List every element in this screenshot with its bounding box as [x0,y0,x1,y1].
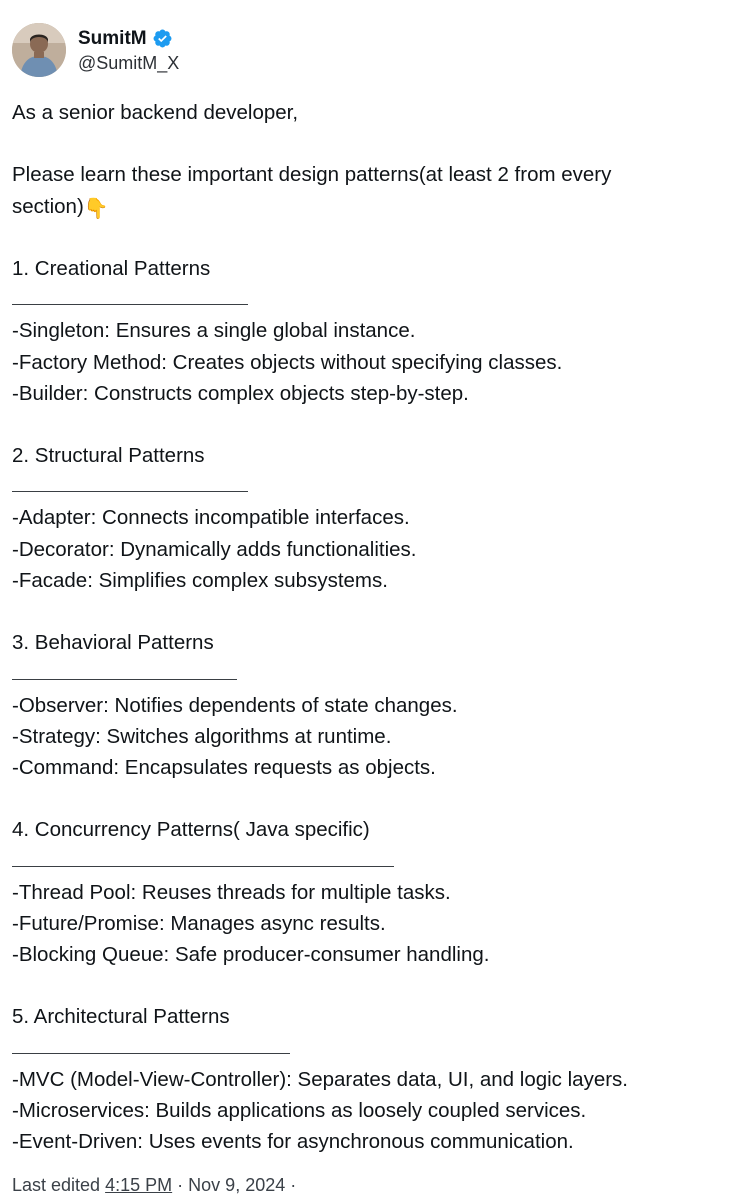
pattern-item: -Strategy: Switches algorithms at runtime. [12,724,392,748]
pattern-item: -Decorator: Dynamically adds functionalities. [12,537,417,561]
section-underline [12,658,712,689]
avatar[interactable] [12,23,66,77]
lead-line-text: section) [12,194,84,218]
pattern-item: -Singleton: Ensures a single global instance. [12,319,416,343]
name-row [78,27,179,51]
section-title: 5. Architectural Patterns [12,1005,230,1029]
author-display-name[interactable]: SumitM [78,27,147,49]
blank-line [12,409,712,440]
blank-line [12,128,712,159]
pattern-item: -Builder: Constructs complex objects step-by-step. [12,381,469,405]
lead-line: Please learn these important design patterns(at least 2 from every [12,163,612,187]
tweet-text [12,97,712,1157]
blank-line [12,783,712,814]
intro-line: As a senior backend developer, [12,101,299,124]
pattern-item: -Future/Promise: Manages async results. [12,911,386,935]
pattern-item: -Command: Encapsulates requests as objects. [12,755,436,779]
section-title: 2. Structural Patterns [12,444,205,468]
pattern-item: -Adapter: Connects incompatible interfaces. [12,506,410,530]
pattern-item: -Event-Driven: Uses events for asynchronous communication. [12,1130,574,1154]
tweet-header [12,22,179,78]
blank-line [12,596,712,627]
section-title: 4. Concurrency Patterns( Java specific) [12,818,370,842]
section-underline [12,284,712,315]
footer-separator: · [290,1175,297,1195]
avatar-image [12,23,66,77]
verified-badge-icon[interactable] [152,28,173,49]
blank-line [12,970,712,1001]
pattern-item: -Thread Pool: Reuses threads for multiple tasks. [12,880,451,904]
section-underline [12,471,712,502]
pattern-item: -Microservices: Builds applications as loosely coupled services. [12,1099,587,1122]
pattern-item: -MVC (Model-View-Controller): Separates data, UI, and logic layers. [12,1067,629,1091]
lead-line [12,191,712,222]
section-underline [12,846,712,877]
blank-line [12,222,712,253]
pattern-item: -Factory Method: Creates objects without specifying classes. [12,350,563,374]
tweet-footer [12,1175,296,1196]
author-identity [78,27,179,74]
tweet-time[interactable]: 4:15 PM [105,1175,173,1195]
pattern-item: -Blocking Queue: Safe producer-consumer handling. [12,943,490,967]
section-title: 1. Creational Patterns [12,256,211,280]
pattern-item: -Observer: Notifies dependents of state changes. [12,693,458,717]
pattern-item: -Facade: Simplifies complex subsystems. [12,568,388,592]
section-underline [12,1033,712,1064]
tweet-date[interactable]: Nov 9, 2024 [188,1175,286,1195]
edited-label[interactable]: Last edited [12,1175,101,1195]
footer-separator: · [177,1175,184,1195]
section-title: 3. Behavioral Patterns [12,631,214,655]
pointing-down-icon: 👇 [83,197,109,220]
author-handle[interactable]: @SumitM_X [78,52,180,73]
